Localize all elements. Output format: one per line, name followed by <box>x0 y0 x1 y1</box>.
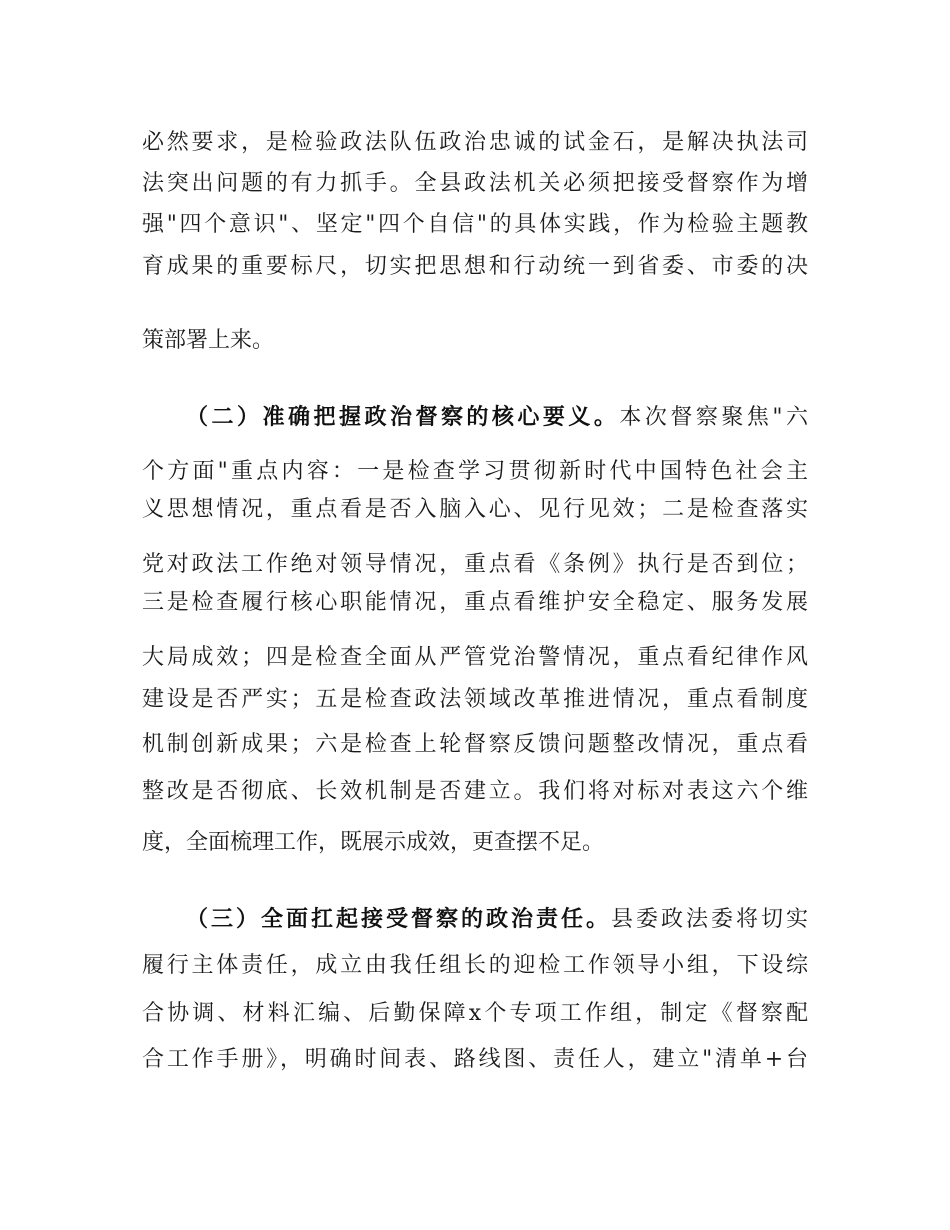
paragraph-2-line-10: 度，全面梳理工作，既展示成效，更查摆不足。 <box>142 830 605 855</box>
paragraph-3-first-line <box>186 900 808 940</box>
paragraph-1-line-4: 育成果的重要标尺，切实把思想和行动统一到省委、市委的决 <box>142 254 808 279</box>
paragraph-1-line-5: 策部署上来。 <box>142 328 275 353</box>
paragraph-2-line-9: 整改是否彻底、长效机制是否建立。我们将对标对表这六个维 <box>142 779 808 804</box>
paragraph-3-line-4: 合工作手册》，明确时间表、路线图、责任人，建立"清单+台 <box>142 1047 808 1072</box>
paragraph-1-line-2: 法突出问题的有力抓手。全县政法机关必须把接受督察作为增 <box>142 171 808 196</box>
paragraph-2-line-3: 义思想情况，重点看是否入脑入心、见行见效；二是检查落实 <box>142 497 808 522</box>
paragraph-3-line-3: 合协调、材料汇编、后勤保障x个专项工作组，制定《督察配 <box>142 1001 808 1026</box>
paragraph-2-heading: （二）准确把握政治督察的核心要义。 <box>186 405 620 430</box>
paragraph-3-line-2: 履行主体责任，成立由我任组长的迎检工作领导小组，下设综 <box>142 953 808 978</box>
paragraph-3-heading: （三）全面扛起接受督察的政治责任。 <box>186 907 611 932</box>
paragraph-2-line-5: 三是检查履行核心职能情况，重点看维护安全稳定、服务发展 <box>142 590 808 615</box>
paragraph-3-first-line-text: 县委政法委将切实 <box>610 907 808 932</box>
paragraph-2-line-4: 党对政法工作绝对领导情况，重点看《条例》执行是否到位； <box>142 552 808 577</box>
paragraph-2-line-6: 大局成效；四是检查全面从严管党治警情况，重点看纪律作风 <box>142 645 808 670</box>
paragraph-2-first-line <box>186 398 808 438</box>
paragraph-2-first-line-text: 本次督察聚焦"六 <box>619 405 808 430</box>
paragraph-2-line-2: 个方面"重点内容：一是检查学习贯彻新时代中国特色社会主 <box>142 459 808 484</box>
paragraph-2-line-7: 建设是否严实；五是检查政法领域改革推进情况，重点看制度 <box>142 687 808 712</box>
paragraph-1-line-3: 强"四个意识"、坚定"四个自信"的具体实践，作为检验主题教 <box>142 212 808 237</box>
paragraph-1-line-1: 必然要求，是检验政法队伍政治忠诚的试金石，是解决执法司 <box>142 130 808 155</box>
paragraph-2-line-8: 机制创新成果；六是检查上轮督察反馈问题整改情况，重点看 <box>142 732 808 757</box>
